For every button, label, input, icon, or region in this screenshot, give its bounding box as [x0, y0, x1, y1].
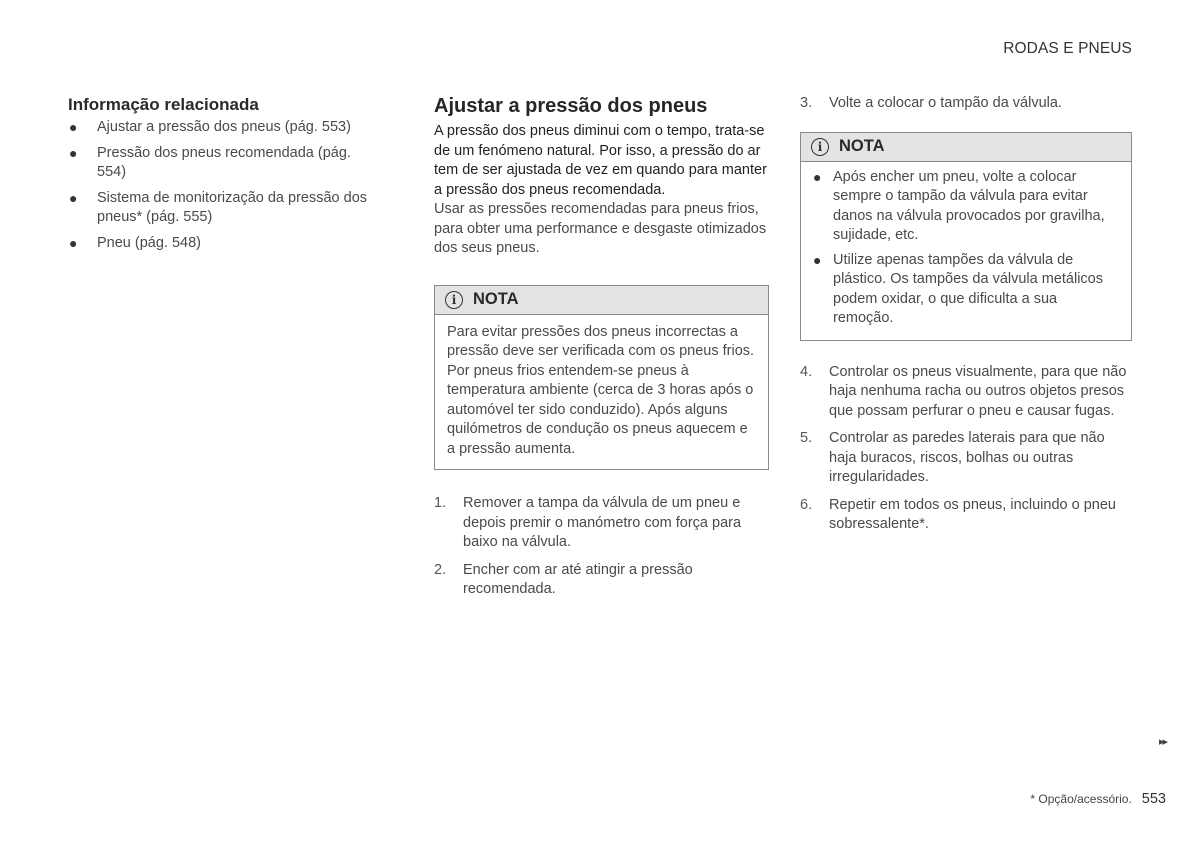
step-text: Repetir em todos os pneus, incluindo o pneu sobressalente*.	[829, 496, 1116, 532]
step-item	[800, 429, 1132, 488]
step-item	[434, 494, 769, 553]
main-content-column	[434, 94, 769, 608]
step-text: Controlar as paredes laterais para que não haja buracos, riscos, bolhas ou outras irregularidades.	[829, 430, 1105, 485]
step-number: 6.	[800, 496, 813, 513]
bullet-icon: ●	[69, 119, 78, 135]
info-icon: i	[445, 291, 463, 309]
steps-list	[434, 494, 769, 600]
note-box	[434, 285, 769, 471]
step-item	[800, 94, 1132, 114]
note-header	[435, 286, 768, 315]
step-item	[800, 496, 1132, 535]
note-list	[813, 168, 1121, 329]
list-item-text: Ajustar a pressão dos pneus (pág. 553)	[97, 119, 351, 135]
page-footer	[1030, 791, 1166, 807]
list-item[interactable]	[68, 144, 383, 183]
list-item[interactable]	[68, 234, 383, 254]
step-text: Remover a tampa da válvula de um pneu e depois premir o manómetro com força para baixo na válvula.	[463, 495, 742, 550]
step-text: Volte a colocar o tampão da válvula.	[829, 95, 1062, 111]
lead-paragraph: A pressão dos pneus diminui com o tempo, trata-se de um fenómeno natural. Por isso, a pressão do ar tem de ser ajustada de vez em quando para manter a pressão dos pneus recomendada.	[434, 123, 767, 198]
page-title: Ajustar a pressão dos pneus	[434, 95, 708, 117]
bullet-icon: ●	[69, 234, 78, 251]
step-number: 2.	[434, 561, 447, 578]
page-number: 553	[1141, 791, 1166, 807]
list-item-text: Sistema de monitorização da pressão dos pneus* (pág. 555)	[97, 189, 368, 225]
bullet-icon: ●	[813, 251, 822, 268]
bullet-icon: ●	[69, 144, 78, 161]
list-item-text: Pressão dos pneus recomendada (pág. 554)	[97, 144, 351, 180]
list-item-text: Pneu (pág. 548)	[97, 234, 201, 251]
step-number: 5.	[800, 430, 813, 446]
step-text: Controlar os pneus visualmente, para que não haja nenhuma racha ou outros objetos presos que possam perfurar o pneu e causar fugas.	[829, 363, 1127, 419]
footnote: * Opção/acessório.	[1030, 792, 1132, 806]
list-item[interactable]	[68, 118, 383, 138]
list-item	[813, 168, 1121, 246]
note-text: Para evitar pressões dos pneus incorrectas a pressão deve ser verificada com os pneus frios. Por pneus frios entendem-se pneus à temperatura ambiente (cerca de 3 horas após o automóvel ter sido conduzido). Após alguns quilómetros de condução os pneus aquecem e a pressão aumenta.	[447, 323, 755, 457]
info-icon: i	[811, 138, 829, 156]
related-info-list	[68, 118, 383, 253]
note-body	[801, 162, 1131, 340]
step-number: 3.	[800, 95, 813, 111]
body-paragraph: Usar as pressões recomendadas para pneus frios, para obter uma performance e desgaste otimizados dos seus pneus.	[434, 201, 767, 256]
step-text: Encher com ar até atingir a pressão recomendada.	[463, 561, 693, 597]
list-item	[813, 251, 1121, 329]
step-number: 1.	[434, 495, 447, 511]
section-header: RODAS E PNEUS	[1003, 40, 1132, 57]
list-item[interactable]	[68, 189, 383, 228]
steps-list	[800, 94, 1132, 114]
bullet-icon: ●	[69, 189, 78, 206]
related-info-column	[68, 94, 383, 259]
note-box	[800, 132, 1132, 341]
step-item	[434, 561, 769, 600]
list-item-text: Utilize apenas tampões da válvula de plástico. Os tampões da válvula metálicos podem oxidar, o que dificulta a sua remoção.	[833, 251, 1103, 326]
step-number: 4.	[800, 363, 813, 380]
step-item	[800, 363, 1132, 422]
note-label: NOTA	[839, 137, 885, 155]
continue-arrows-icon: ▸▸	[1158, 736, 1166, 748]
bullet-icon: ●	[813, 168, 822, 185]
note-label: NOTA	[473, 290, 519, 308]
note-body	[435, 315, 768, 470]
related-info-heading: Informação relacionada	[68, 95, 259, 114]
steps-list	[800, 363, 1132, 535]
list-item-text: Após encher um pneu, volte a colocar sempre o tampão da válvula para evitar danos na válvula provocados por gravilha, sujidade, etc.	[833, 168, 1105, 243]
continued-steps-column	[800, 94, 1132, 543]
note-header	[801, 133, 1131, 162]
